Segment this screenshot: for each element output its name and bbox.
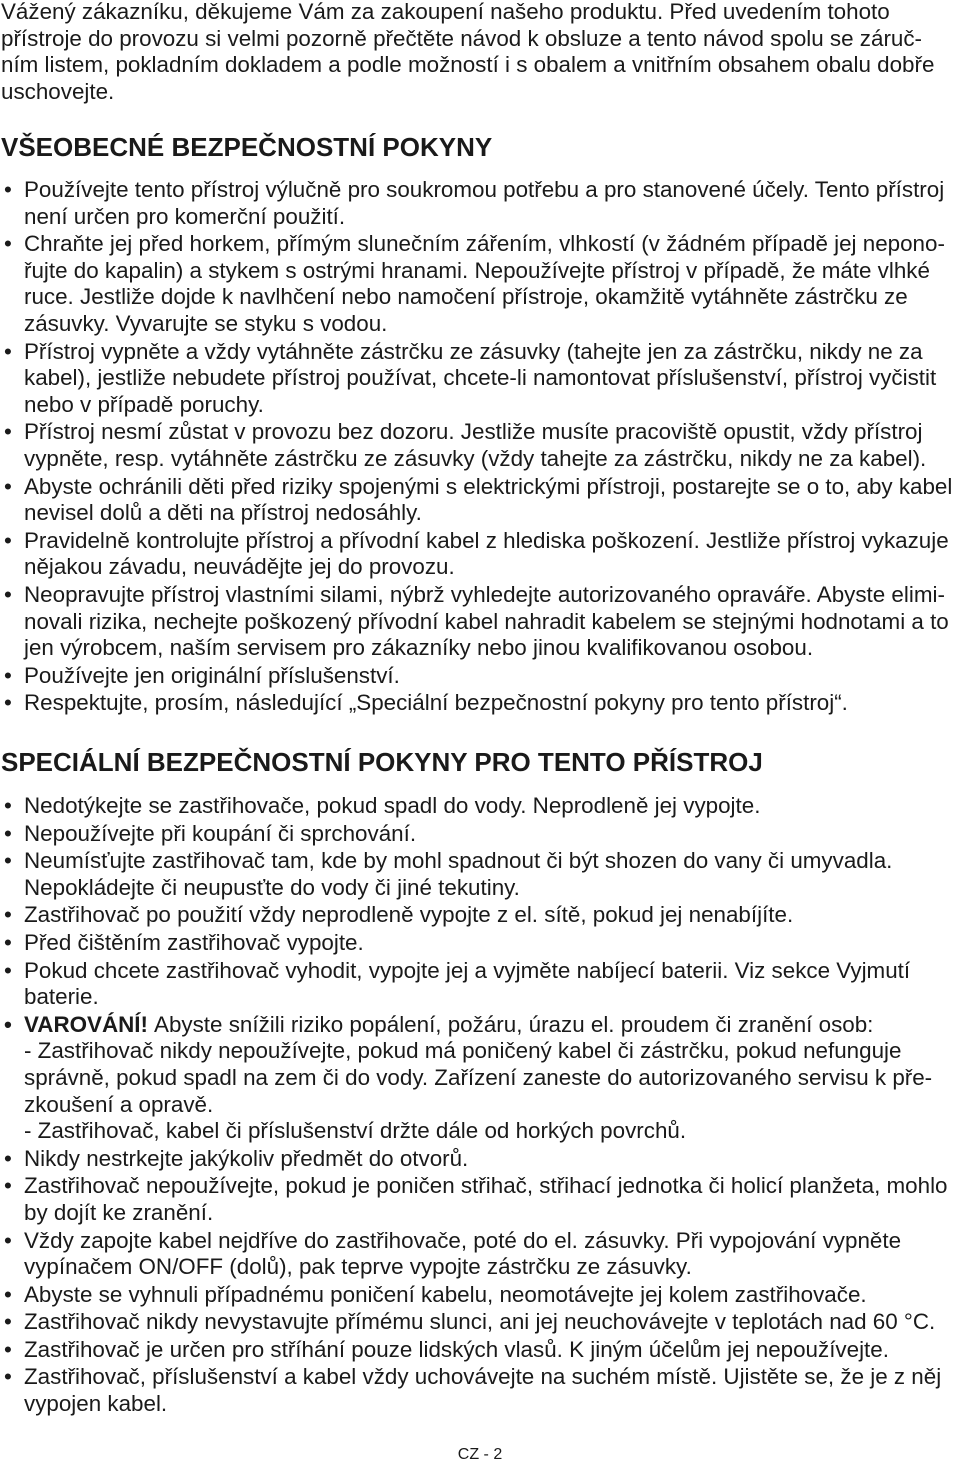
instruction-line: novali rizika, nechejte poškozený přívodní kabel nahradit kabelem se stejnými hodnotami a to: [24, 608, 949, 634]
instruction-line: Abyste ochránili děti před riziky spojenými s elektrickými přístroji, postarejte se o to, aby kabel: [24, 473, 953, 499]
safety-instruction-item: [0, 958, 960, 1011]
instruction-text: Abyste snížili riziko popálení, požáru, úrazu el. proudem či zranění osob:: [154, 1011, 874, 1037]
bullet-icon: •: [4, 848, 12, 874]
bullet-icon: •: [4, 473, 12, 499]
bullet-icon: •: [4, 338, 12, 364]
instruction-line: řujte do kapalin) a stykem s ostrými hranami. Nepoužívejte přístroj v případě, že máte vlhké: [24, 257, 930, 283]
instruction-line: Respektujte, prosím, následující „Speciální bezpečnostní pokyny pro tento přístroj“.: [24, 690, 848, 716]
instruction-line: Přístroj nesmí zůstat v provozu bez dozoru. Jestliže musíte pracoviště opustit, vždy přístroj: [24, 419, 923, 445]
bullet-icon: •: [4, 1281, 12, 1307]
bullet-icon: •: [4, 581, 12, 607]
safety-instruction-item: [0, 1146, 960, 1173]
instruction-line: Přístroj vypněte a vždy vytáhněte zástrčku ze zásuvky (tahejte jen za zástrčku, nikdy ne za: [24, 338, 923, 364]
safety-instruction-item: [0, 419, 960, 472]
bullet-icon: •: [4, 662, 12, 688]
instruction-line: Nepoužívejte při koupání či sprchování.: [24, 820, 417, 846]
safety-instruction-item: [0, 1282, 960, 1309]
instruction-line: - Zastřihovač nikdy nepoužívejte, pokud má poničený kabel či zástrčku, pokud nefunguje: [24, 1038, 902, 1064]
safety-instruction-item: [0, 902, 960, 929]
instruction-line: baterie.: [24, 984, 99, 1010]
instruction-line: zásuvky. Vyvarujte se styku s vodou.: [24, 310, 388, 336]
instruction-line: [24, 1012, 960, 1039]
intro-line: Vážený zákazníku, děkujeme Vám za zakoupení našeho produktu. Před uvedením tohoto: [1, 0, 890, 24]
intro-line: přístroje do provozu si velmi pozorně přečtěte návod k obsluze a tento návod spolu se záruč-: [1, 25, 923, 51]
instruction-line: Pravidelně kontrolujte přístroj a přívodní kabel z hlediska poškození. Jestliže přístroj vykazuje: [24, 527, 949, 553]
bullet-icon: •: [4, 820, 12, 846]
bullet-icon: •: [4, 231, 12, 257]
instruction-line: kabel), jestliže nebudete přístroj používat, chcete-li namontovat příslušenství, přístroj vyčistit: [24, 365, 937, 391]
instruction-line: Zastřihovač, příslušenství a kabel vždy uchovávejte na suchém místě. Ujistěte se, že je z něj: [24, 1364, 942, 1390]
page-number: CZ - 2: [457, 1446, 503, 1463]
intro-line: ním listem, pokladním dokladem a podle možností i s obalem a vnitřním obsahem obalu dobře: [1, 52, 935, 78]
instruction-line: Před čištěním zastřihovač vypojte.: [24, 929, 364, 955]
instruction-line: Používejte jen originální příslušenství.: [24, 662, 400, 688]
safety-instruction-item: [0, 690, 960, 717]
instruction-line: Pokud chcete zastřihovač vyhodit, vypojte jej a vyjměte nabíjecí baterii. Viz sekce Vyjmutí: [24, 957, 911, 983]
bullet-icon: •: [4, 1011, 12, 1037]
special-safety-list: [0, 793, 960, 1419]
bullet-icon: •: [4, 419, 12, 445]
instruction-line: ruce. Jestliže dojde k navlhčení nebo namočení přístroje, okamžitě vytáhněte zástrčku ze: [24, 284, 908, 310]
safety-instruction-item: [0, 231, 960, 337]
safety-instruction-item: [0, 1228, 960, 1281]
bullet-icon: •: [4, 902, 12, 928]
safety-instruction-item: [0, 339, 960, 419]
instruction-line: vypojen kabel.: [24, 1391, 168, 1417]
instruction-line: Zastřihovač po použití vždy neprodleně vypojte z el. sítě, pokud jej nenabíjíte.: [24, 902, 794, 928]
instruction-line: Zastřihovač je určen pro stříhání pouze lidských vlasů. K jiným účelům jej nepoužívejte.: [24, 1336, 889, 1362]
bullet-icon: •: [4, 527, 12, 553]
safety-instruction-item: [0, 848, 960, 901]
instruction-line: nevisel dolů a děti na přístroj nedosáhly.: [24, 500, 422, 526]
bullet-icon: •: [4, 957, 12, 983]
safety-instruction-item: [0, 821, 960, 848]
instruction-line: vypínačem ON/OFF (dolů), pak teprve vypojte zástrčku ze zásuvky.: [24, 1254, 692, 1280]
instruction-line: vypněte, resp. vytáhněte zástrčku ze zásuvky (vždy tahejte za zástrčku, nikdy ne za kabel).: [24, 445, 927, 471]
bullet-icon: •: [4, 1145, 12, 1171]
bullet-icon: •: [4, 690, 12, 716]
instruction-line: Používejte tento přístroj výlučně pro soukromou potřebu a pro stanovené účely. Tento přístroj: [24, 177, 945, 202]
instruction-line: správně, pokud spadl na zem či do vody. Zařízení zaneste do autorizovaného servisu k pře-: [24, 1064, 933, 1090]
general-safety-list: [0, 177, 960, 718]
bullet-icon: •: [4, 1227, 12, 1253]
bullet-icon: •: [4, 929, 12, 955]
safety-instruction-item: [0, 474, 960, 527]
safety-instruction-item: [0, 528, 960, 581]
instruction-line: Chraňte jej před horkem, přímým slunečním zářením, vlhkostí (v žádném případě jej nepono-: [24, 231, 945, 257]
intro-line: uschovejte.: [1, 78, 115, 104]
instruction-line: jen výrobcem, naším servisem pro zákazníky nebo jinou kvalifikovanou osobou.: [24, 635, 814, 661]
instruction-line: Vždy zapojte kabel nejdříve do zastřihovače, poté do el. zásuvky. Při vypojování vypněte: [24, 1227, 902, 1253]
instruction-line: není určen pro komerční použití.: [24, 203, 346, 229]
safety-instruction-item: [0, 177, 960, 230]
instruction-line: - Zastřihovač, kabel či příslušenství držte dále od horkých povrchů.: [24, 1118, 687, 1144]
instruction-line: Neumísťujte zastřihovač tam, kde by mohl spadnout či být shozen do vany či umyvadla.: [24, 848, 893, 874]
intro-paragraph: [1, 0, 960, 105]
safety-instruction-item: [0, 930, 960, 957]
bullet-icon: •: [4, 1336, 12, 1362]
bullet-icon: •: [4, 1173, 12, 1199]
safety-instruction-item: [0, 793, 960, 820]
instruction-line: nějakou závadu, neuvádějte jej do provozu.: [24, 554, 455, 580]
safety-instruction-item: [0, 1364, 960, 1417]
special-safety-heading: SPECIÁLNÍ BEZPEČNOSTNÍ POKYNY PRO TENTO PŘÍSTROJ: [1, 747, 763, 777]
general-safety-heading: VŠEOBECNÉ BEZPEČNOSTNÍ POKYNY: [1, 132, 493, 162]
instruction-line: Zastřihovač nepoužívejte, pokud je poničen střihač, střihací jednotka či holicí planžeta, mohlo: [24, 1173, 948, 1199]
safety-instruction-item: [0, 1337, 960, 1364]
instruction-line: Neopravujte přístroj vlastními silami, nýbrž vyhledejte autorizovaného opraváře. Abyste elimi-: [24, 581, 945, 607]
bullet-icon: •: [4, 1309, 12, 1335]
instruction-line: Nikdy nestrkejte jakýkoliv předmět do otvorů.: [24, 1145, 469, 1171]
instruction-line: Nepokládejte či neupusťte do vody či jiné tekutiny.: [24, 874, 520, 900]
safety-instruction-item: [0, 1173, 960, 1226]
bullet-icon: •: [4, 793, 12, 818]
warning-label: VAROVÁNÍ!: [24, 1011, 148, 1037]
instruction-line: zkoušení a opravě.: [24, 1091, 214, 1117]
safety-instruction-item: [0, 582, 960, 662]
instruction-line: Abyste se vyhnuli případnému poničení kabelu, neomotávejte jej kolem zastřihovače.: [24, 1281, 867, 1307]
safety-instruction-item: [0, 1309, 960, 1336]
instruction-line: Zastřihovač nikdy nevystavujte přímému slunci, ani jej neuchovávejte v teplotách nad 60 °C.: [24, 1309, 936, 1335]
instruction-line: nebo v případě poruchy.: [24, 391, 264, 417]
bullet-icon: •: [4, 177, 12, 202]
instruction-line: by dojít ke zranění.: [24, 1199, 214, 1225]
bullet-icon: •: [4, 1364, 12, 1390]
safety-instruction-item: [0, 663, 960, 690]
warning-item: [0, 1012, 960, 1145]
instruction-line: Nedotýkejte se zastřihovače, pokud spadl do vody. Neprodleně jej vypojte.: [24, 793, 761, 818]
